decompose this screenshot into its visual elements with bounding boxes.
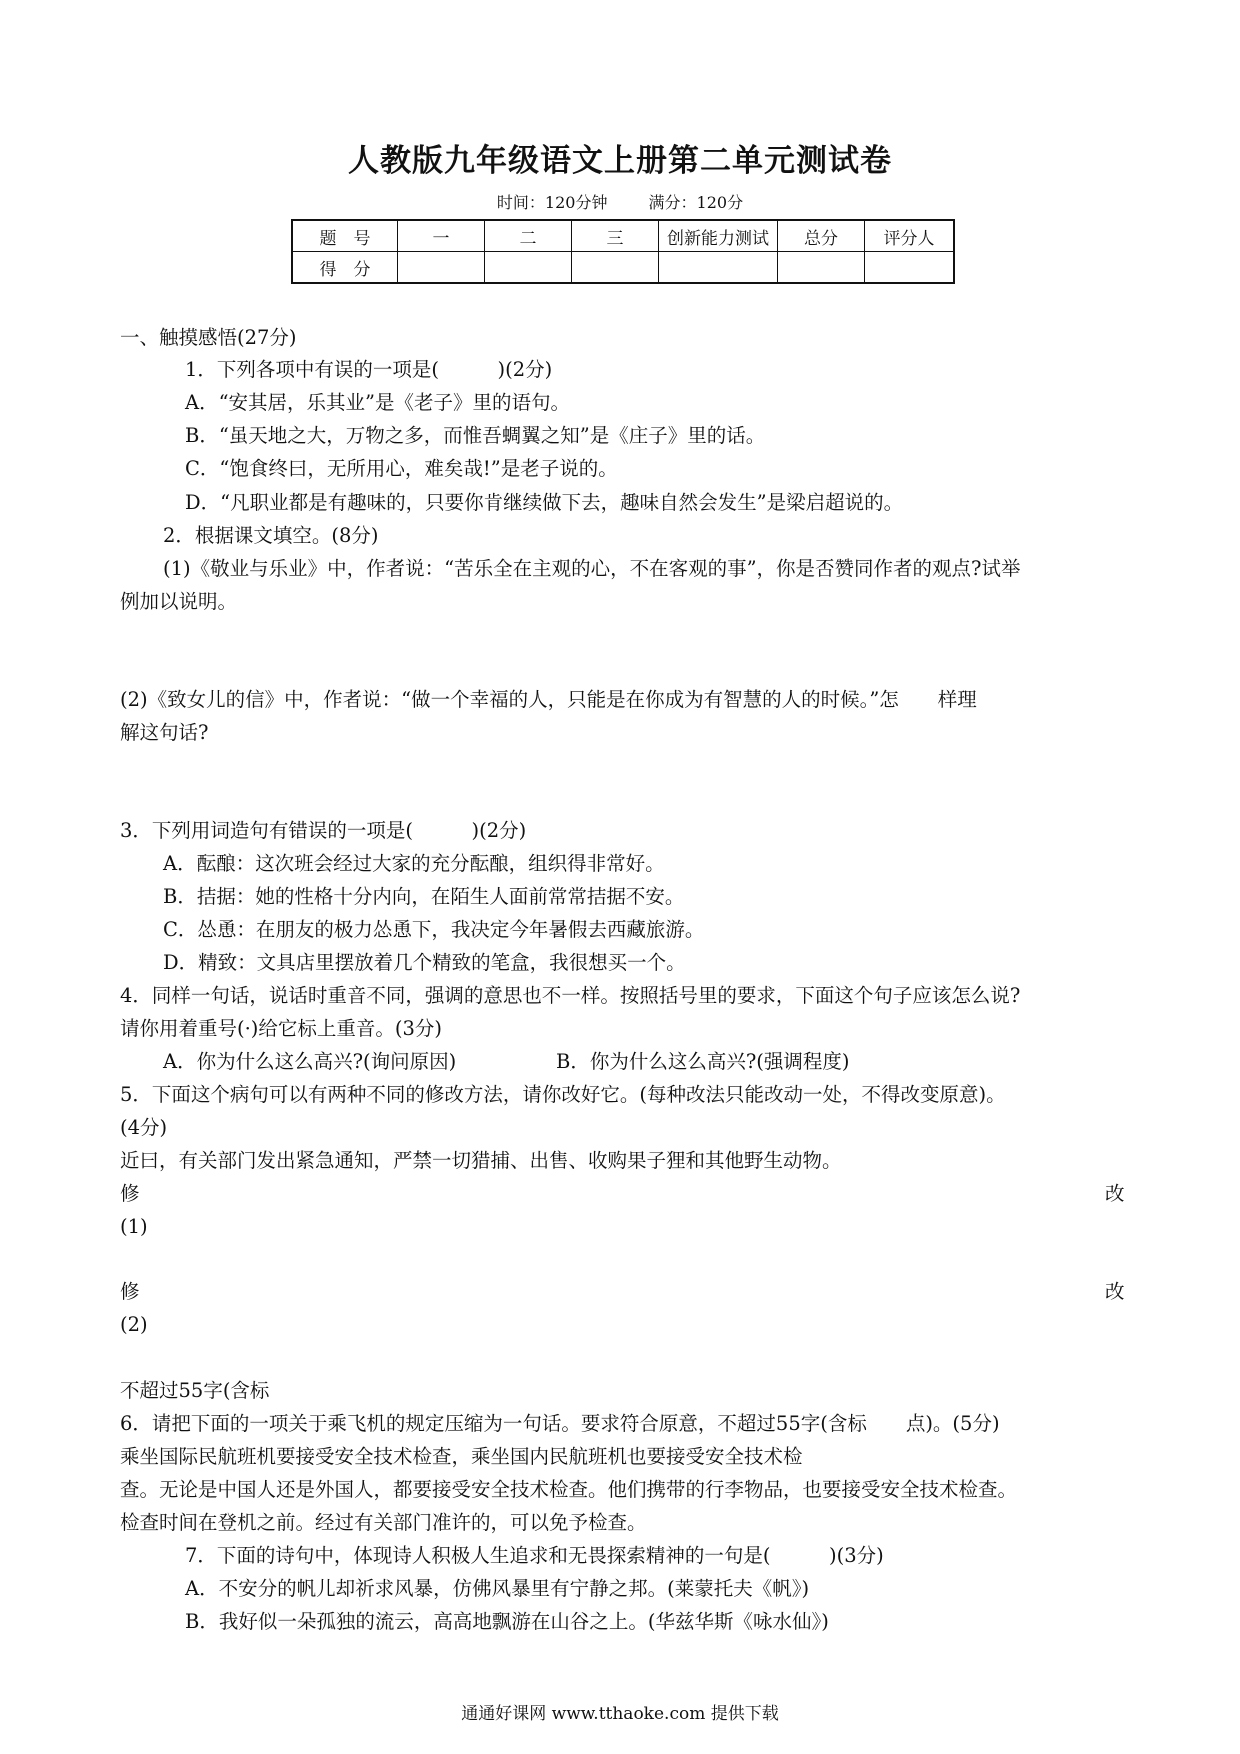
question-4-option-a: A．你为什么这么高兴?(询问原因) — [163, 1050, 457, 1073]
question-2-part-1: (1)《敬业与乐业》中，作者说：“苦乐全在主观的心，不在客观的事”，你是否赞同作者的观点?试举 — [163, 557, 1021, 580]
score-row-label: 得 分 — [292, 252, 398, 284]
question-7-option-b: B．我好似一朵孤独的流云，高高地飘游在山谷之上。(华兹华斯《咏水仙》) — [185, 1610, 829, 1633]
score-table-header-row — [292, 220, 954, 252]
question-1-option-a: A．“安其居，乐其业”是《老子》里的语句。 — [185, 391, 571, 414]
revision-1-label-left: 修 — [120, 1182, 140, 1205]
question-5-sentence: 近曰，有关部门发出紧急通知，严禁一切猎捕、出售、收购果子狸和其他野生动物。 — [120, 1149, 842, 1172]
question-5: 5．下面这个病句可以有两种不同的修改方法，请你改好它。(每种改法只能改动一处，不得改变原意)。 — [120, 1083, 1006, 1106]
question-7: 7．下面的诗句中，体现诗人积极人生追求和无畏探索精神的一句是( )(3分) — [185, 1544, 884, 1567]
score-header-cell: 评分人 — [865, 220, 955, 252]
score-cell — [659, 252, 778, 284]
question-6-text-3: 检查时间在登机之前。经过有关部门准许的，可以免予检查。 — [120, 1511, 647, 1534]
question-6-fragment: 不超过55字(含标 — [120, 1379, 270, 1402]
question-3: 3．下列用词造句有错误的一项是( )(2分) — [120, 819, 527, 842]
score-table-score-row — [292, 252, 954, 284]
question-3-option-c: C．怂恿：在朋友的极力怂恿下，我决定今年暑假去西藏旅游。 — [163, 918, 705, 941]
score-cell — [778, 252, 865, 284]
question-2-part-2-cont: 解这句话? — [120, 721, 209, 744]
question-4-cont: 请你用着重号(·)给它标上重音。(3分) — [120, 1017, 443, 1040]
section-heading: 一、触摸感悟(27分) — [120, 326, 297, 349]
score-header-cell: 题 号 — [292, 220, 398, 252]
page-title: 人教版九年级语文上册第二单元测试卷 — [348, 143, 892, 179]
score-header-cell: 二 — [485, 220, 572, 252]
question-1-option-b: B．“虽天地之大，万物之多，而惟吾蜩翼之知”是《庄子》里的话。 — [185, 424, 766, 447]
score-header-cell: 三 — [572, 220, 659, 252]
question-6-text-2: 查。无论是中国人还是外国人，都要接受安全技术检查。他们携带的行李物品，也要接受安全技术检查。 — [120, 1478, 1018, 1501]
score-cell — [865, 252, 955, 284]
question-4: 4．同样一句话，说话时重音不同，强调的意思也不一样。按照括号里的要求，下面这个句子应该怎么说? — [120, 984, 1021, 1007]
question-4-option-b: B．你为什么这么高兴?(强调程度) — [556, 1050, 850, 1073]
exam-full-score: 满分：120分 — [648, 193, 744, 212]
question-2-part-2: (2)《致女儿的信》中，作者说：“做一个幸福的人，只能是在你成为有智慧的人的时候。”怎 样理 — [120, 688, 977, 711]
question-2-part-1-cont: 例加以说明。 — [120, 590, 238, 613]
question-7-option-a: A．不安分的帆儿却祈求风暴，仿佛风暴里有宁静之邦。(莱蒙托夫《帆》) — [185, 1577, 810, 1600]
question-1-option-d: D．“凡职业都是有趣味的，只要你肯继续做下去，趣味自然会发生”是梁启超说的。 — [185, 491, 904, 514]
score-table — [291, 219, 955, 284]
question-2: 2．根据课文填空。(8分) — [163, 524, 379, 547]
revision-2-label-right: 改 — [1105, 1280, 1125, 1303]
question-3-option-a: A．酝酿：这次班会经过大家的充分酝酿，组织得非常好。 — [163, 852, 665, 875]
score-cell — [572, 252, 659, 284]
score-header-cell: 一 — [398, 220, 485, 252]
question-1: 1．下列各项中有误的一项是( )(2分) — [185, 358, 553, 381]
revision-1-label-right: 改 — [1105, 1182, 1125, 1205]
revision-2-label-left: 修 — [120, 1280, 140, 1303]
question-5-points: (4分) — [120, 1116, 168, 1139]
revision-1-number: (1) — [120, 1215, 148, 1238]
question-1-option-c: C．“饱食终曰，无所用心，难矣哉!”是老子说的。 — [185, 457, 618, 480]
score-cell — [398, 252, 485, 284]
score-header-cell: 总分 — [778, 220, 865, 252]
score-cell — [485, 252, 572, 284]
page-footer: 通通好课网 www.tthaoke.com 提供下载 — [461, 1704, 779, 1724]
exam-meta — [0, 190, 1240, 213]
revision-2-number: (2) — [120, 1313, 148, 1336]
question-6-text-1: 乘坐国际民航班机要接受安全技术检查，乘坐国内民航班机也要接受安全技术检 — [120, 1445, 803, 1468]
question-6: 6．请把下面的一项关于乘飞机的规定压缩为一句话。要求符合原意，不超过55字(含标 点)。(5分) — [120, 1412, 1000, 1435]
score-header-cell: 创新能力测试 — [659, 220, 778, 252]
exam-time: 时间：120分钟 — [496, 193, 608, 212]
question-3-option-b: B．拮据：她的性格十分内向，在陌生人面前常常拮据不安。 — [163, 885, 685, 908]
question-3-option-d: D．精致：文具店里摆放着几个精致的笔盒，我很想买一个。 — [163, 951, 686, 974]
